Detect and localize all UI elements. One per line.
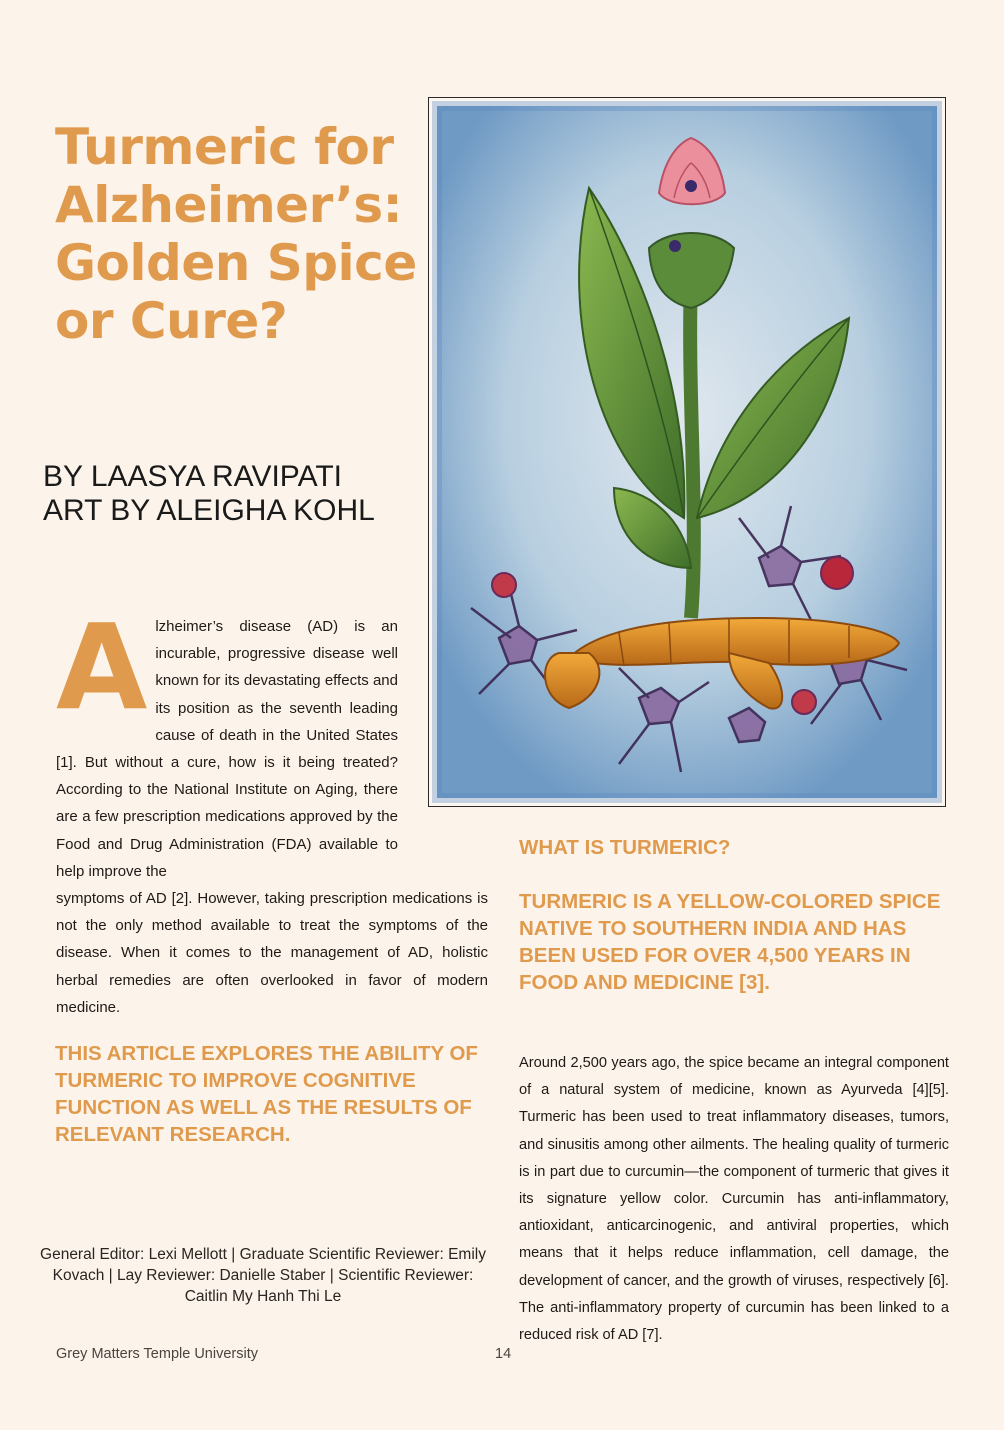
- turmeric-illustration: [428, 97, 946, 807]
- drop-cap: A: [56, 598, 148, 736]
- byline-author: BY LAASYA RAVIPATI: [43, 460, 343, 493]
- section-heading: WHAT IS TURMERIC?: [519, 836, 731, 859]
- footer-publication: Grey Matters Temple University: [56, 1346, 258, 1362]
- intro-text-part1: lzheimer’s disease (AD) is an incurable, progressive disease well known for its devastating effects and its position as the seventh leading cause of death in the United States [1]. But without a cure, how is it being treated? According to the National Institute on Aging, there are a few prescription medications approved by the Food and Drug Administration (FDA) available to help improve the: [56, 618, 398, 880]
- pull-quote-right: TURMERIC IS A YELLOW-COLORED SPICE NATIVE TO SOUTHERN INDIA AND HAS BEEN USED FOR OVER 4,500 YEARS IN FOOD AND MEDICINE [3].: [519, 890, 941, 994]
- editorial-credits: General Editor: Lexi Mellott | Graduate Scientific Reviewer: Emily Kovach | Lay Reviewer: Danielle Staber | Scientific Reviewer: Caitlin My Hanh Thi Le: [40, 1246, 486, 1305]
- body-paragraph: Around 2,500 years ago, the spice became an integral component of a natural system of medicine, known as Ayurveda [4][5]. Turmeric has been used to treat inflammatory diseases, tumors, and sinusitis among other ailments. The healing quality of turmeric is in part due to curcumin—the component of turmeric that gives it its signature yellow color. Curcumin has anti-inflammatory, antioxidant, anticarcinogenic, and antiviral properties, which means that it helps reduce inflammation, cell damage, the development of cancer, and the growth of viruses, respectively [6]. The anti-inflammatory property of curcumin has been linked to a reduced risk of AD [7].: [519, 1055, 949, 1344]
- intro-text: [56, 598, 488, 1021]
- intro-paragraph-part2: symptoms of AD [2]. However, taking prescription medications is not the only method available to treat the symptoms of the disease. When it comes to the management of AD, holistic herbal remedies are often overlooked in favor of modern medicine.: [56, 890, 488, 1016]
- turmeric-plant-drawing: [429, 98, 945, 806]
- article-title: Turmeric for Alzheimer’s: Golden Spice or Cure?: [55, 118, 417, 350]
- pull-quote-left: THIS ARTICLE EXPLORES THE ABILITY OF TURMERIC TO IMPROVE COGNITIVE FUNCTION AS WELL AS THE RESULTS OF RELEVANT RESEARCH.: [55, 1042, 478, 1146]
- page-number: 14: [495, 1346, 512, 1362]
- byline-artist: ART BY ALEIGHA KOHL: [43, 494, 375, 527]
- body-text-right: [519, 1050, 949, 1349]
- byline: [43, 460, 423, 528]
- intro-paragraph-part1: [56, 598, 398, 885]
